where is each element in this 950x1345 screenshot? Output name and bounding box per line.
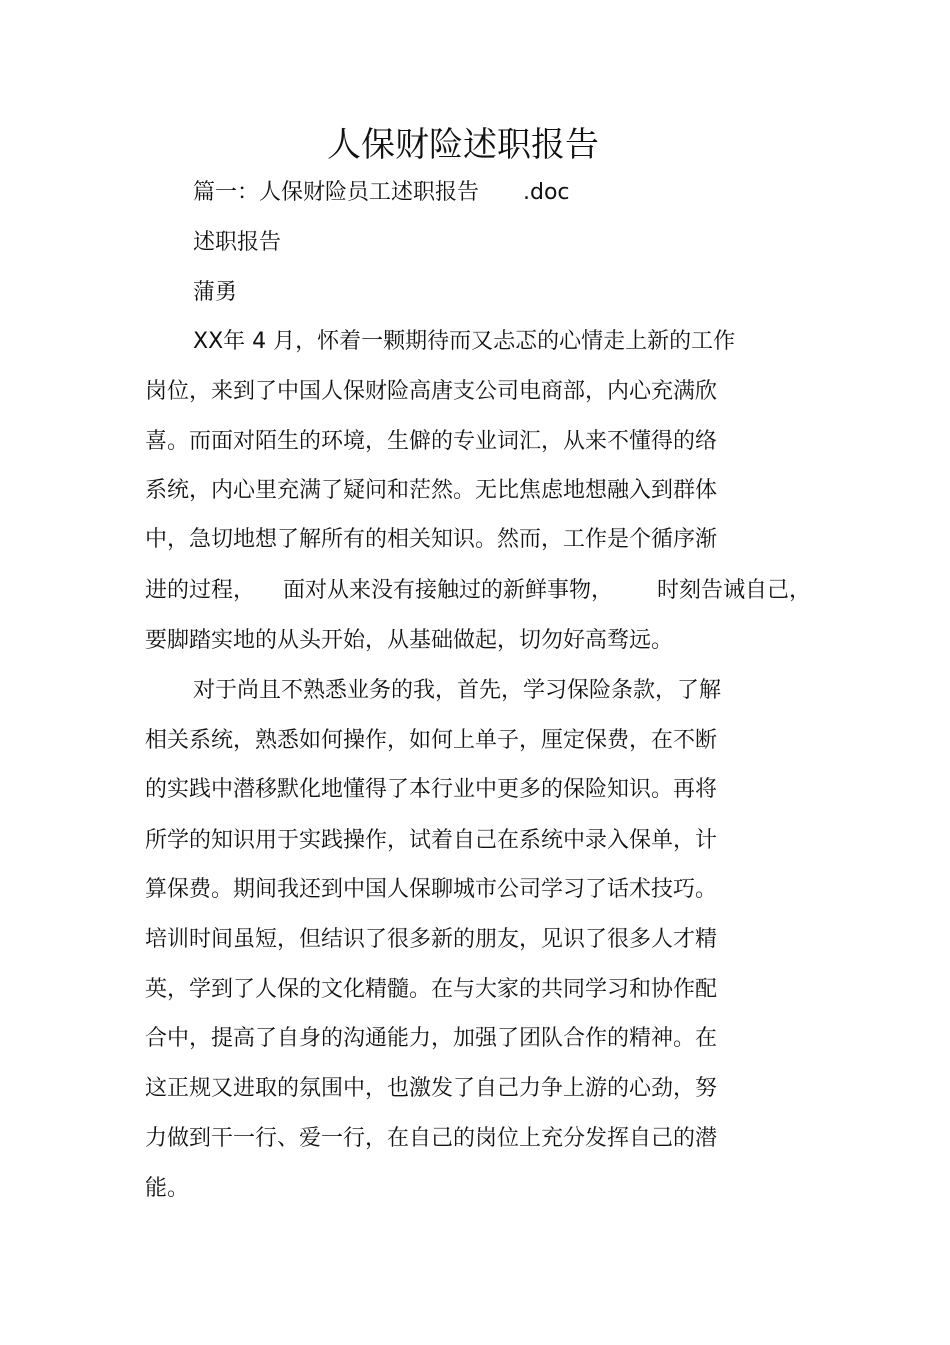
paragraph2-line: 所学的知识用于实践操作，试着自己在系统中录入保单，计 [145,828,718,853]
subtitle-text: 篇一：人保财险员工述职报告 [193,180,480,205]
paragraph2-line: 算保费。期间我还到中国人保聊城市公司学习了话术技巧。 [145,877,718,902]
paragraph1-line6-part-a: 进的过程， [145,578,256,603]
paragraph2-line: 相关系统，熟悉如何操作，如何上单子，厘定保费，在不断 [145,728,718,753]
document-title: 人保财险述职报告 [327,125,599,165]
paragraph2-line: 对于尚且不熟悉业务的我，首先，学习保险条款，了解 [193,678,722,703]
paragraph2-line: 能。 [145,1176,190,1201]
paragraph2-line: 力做到干一行、爱一行，在自己的岗位上充分发挥自己的潜 [145,1126,718,1151]
paragraph1-line: 喜。而面对陌生的环境，生僻的专业词汇，从来不懂得的络 [145,429,718,454]
paragraph1-line: 中，急切地想了解所有的相关知识。然而，工作是个循序渐 [145,527,718,552]
paragraph1-line: XX年 4 月，怀着一颗期待而又忐忑的心情走上新的工作 [193,329,736,354]
paragraph2-line: 这正规又进取的氛围中，也激发了自己力争上游的心劲，努 [145,1076,718,1101]
paragraph1-line [145,576,811,606]
paragraph1-line6-part-b: 面对从来没有接触过的新鲜事物， [283,578,614,603]
paragraph1-line: 岗位，来到了中国人保财险高唐支公司电商部，内心充满欣 [145,379,718,404]
paragraph2-line: 合中，提高了自身的沟通能力，加强了团队合作的精神。在 [145,1026,718,1051]
paragraph2-line: 的实践中潜移默化地懂得了本行业中更多的保险知识。再将 [145,777,718,802]
paragraph2-line: 培训时间虽短，但结识了很多新的朋友，见识了很多人才精 [145,927,718,952]
paragraph1-line6-part-c: 时刻告诫自己， [657,578,812,603]
paragraph1-line: 系统，内心里充满了疑问和茫然。无比焦虑地想融入到群体 [145,478,718,503]
document-subtitle [193,178,570,208]
report-heading: 述职报告 [193,230,282,255]
paragraph2-line: 英，学到了人保的文化精髓。在与大家的共同学习和协作配 [145,977,718,1002]
author-name: 蒲勇 [193,280,238,305]
subtitle-extension: .doc [523,180,570,205]
paragraph1-line: 要脚踏实地的从头开始，从基础做起，切勿好高骛远。 [145,628,674,653]
